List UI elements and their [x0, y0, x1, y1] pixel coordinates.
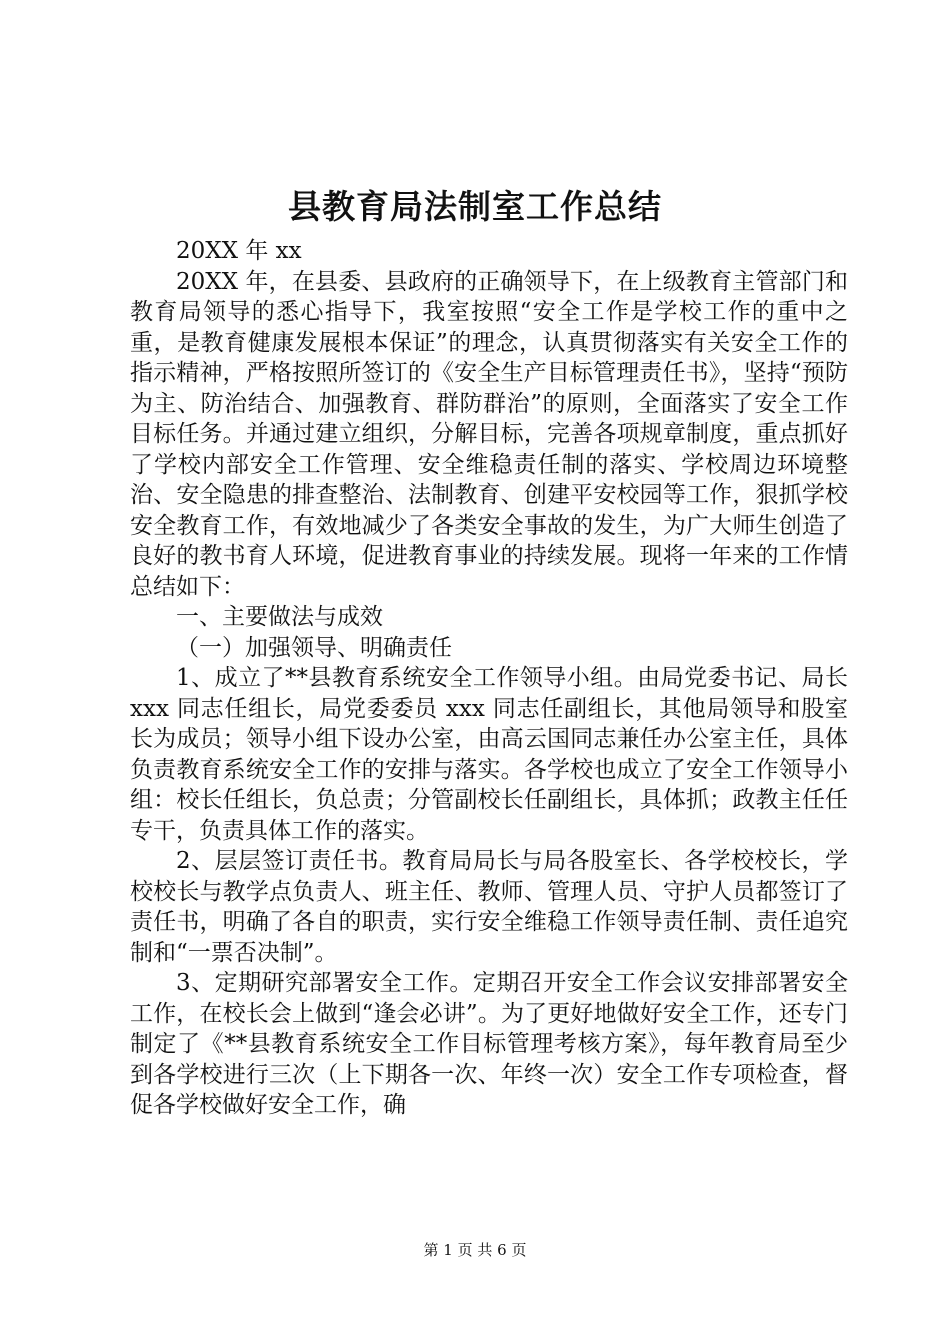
page-footer: 第 1 页 共 6 页 [423, 1241, 527, 1259]
section-heading: 一、主要做法与成效 [176, 604, 383, 630]
body-paragraph: 2、层层签订责任书。教育局局长与局各股室长、各学校校长，学校校长与教学点负责人、班主任、教师、管理人员、守护人员都签订了责任书，明确了各自的职责，实行安全维稳工作领导责任制、责任追究制和“一票否决制”。 [130, 848, 848, 966]
page-title: 县教育局法制室工作总结 [288, 187, 662, 226]
document-body [130, 236, 848, 1121]
date-line: 20XX 年 xx [176, 238, 302, 264]
body-paragraph: 1、成立了**县教育系统安全工作领导小组。由局党委书记、局长 xxx 同志任组长，局党委委员 xxx 同志任副组长，其他局领导和股室长为成员；领导小组下设办公室，由高云国同志兼任办公室主任，具体负责教育系统安全工作的安排与落实。各学校也成立了安全工作领导小组：校长任组长，负总责；分管副校长任副组长，具体抓；政教主任任专干，负责具体工作的落实。 [130, 665, 848, 844]
subsection-heading: （一）加强领导、明确责任 [176, 634, 452, 661]
intro-paragraph: 20XX 年，在县委、县政府的正确领导下，在上级教育主管部门和教育局领导的悉心指导下，我室按照“安全工作是学校工作的重中之重，是教育健康发展根本保证”的理念，认真贯彻落实有关安全工作的指示精神，严格按照所签订的《安全生产目标管理责任书》，坚持“预防为主、防治结合、加强教育、群防群治”的原则，全面落实了安全工作目标任务。并通过建立组织，分解目标，完善各项规章制度，重点抓好了学校内部安全工作管理、安全维稳责任制的落实、学校周边环境整治、安全隐患的排查整治、法制教育、创建平安校园等工作，狠抓学校安全教育工作，有效地减少了各类安全事故的发生，为广大师生创造了良好的教书育人环境，促进教育事业的持续发展。现将一年来的工作情总结如下： [130, 268, 848, 600]
body-paragraph: 3、定期研究部署安全工作。定期召开安全工作会议安排部署安全工作，在校长会上做到“逢会必讲”。为了更好地做好安全工作，还专门制定了《**县教育系统安全工作目标管理考核方案》，每年教育局至少到各学校进行三次（上下期各一次、年终一次）安全工作专项检查，督促各学校做好安全工作，确 [130, 970, 848, 1118]
